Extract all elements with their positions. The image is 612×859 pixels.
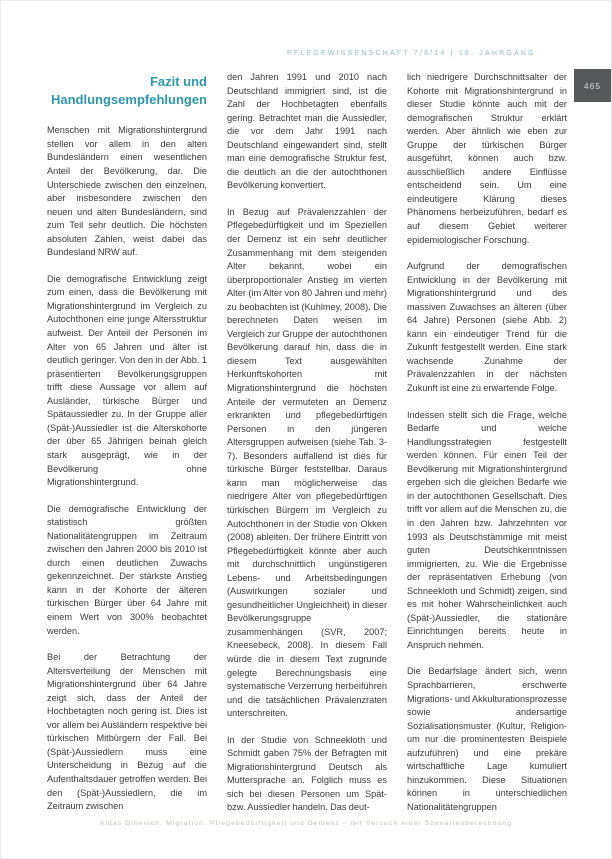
paragraph: den Jahren 1991 und 2010 nach Deutschland immigriert sind, ist die Zahl der Hochbetagten ebenfalls gering. Betrachtet man die Aussiedler, die vor dem Jahr 1991 nach Deutschland eingewandert sind, stellt man eine demografische Struktur fest, die deutlich an die der autochthonen Bevölkerung konvertiert.	[227, 72, 387, 191]
paragraph: Die Bedarfslage ändert sich, wenn Sprachbarrieren, erschwerte Migrations- und Akkulturationsprozesse sowie andersartige Sozialisationsmuster (Kultur, Religion- um nur die prominentesten Beispiele aufzuführen) und eine prekäre wirtschaftliche Lage kumuliert hinzukommen. Diese Situationen können in unterschiedlichen Nationalitätengruppen	[407, 666, 567, 812]
page-number-badge	[574, 69, 611, 102]
article-columns	[47, 71, 567, 815]
page-number: 465	[583, 80, 602, 91]
paragraph: Indessen stellt sich die Frage, welche Bedarfe und welche Handlungsstrategien festgestellt werden können. Für einen Teil der Bevölkerung mit Migrationshintergrund ergeben sich die gleichen Bedarfe wie in der autochthonen Gesellschaft. Dies trifft vor allem auf die Menschen zu, die in den Jahren bzw. Jahrzehnten vor 1993 als Deutschstämmige mit meist guten Deutschkenntnissen immigrierten, zu. Wie die Ergebnisse der repräsentativen Erhebung (von Schneekloth und Schmidt) zeigen, sind es mit hoher Wahrscheinlichkeit auch (Spät-)Aussiedler, die stationäre Einrichtungen bereits heute in Anspruch nehmen.	[407, 409, 567, 650]
paragraph: In Bezug auf Prävalenzzahlen der Pflegebedürftigkeit und im Speziellen der Demenz ist ein sehr deutlicher Zusammenhang mit dem steigenden Alter bekannt, wobei ein überproportionaler Anstieg im vierten Alter (im Alter von 80 Jahren und mehr) zu beobachten ist (Kuhlmey, 2008). Die berechneten Daten weisen im Vergleich zur Gruppe der autochthonen Bevölkerung darauf hin, dass die in diesem Text ausgewählten Herkunftskohorten mit Migrationshintergrund die höchsten Anteile der vermuteten an Demenz erkrankten und pflegebedürftigen Personen in den jüngeren Altersgruppen aufweisen (siehe Tab. 3-7). Besonders auffallend ist dies für türkische Bürger feststellbar. Daraus kann man möglicherweise das niedrigere Alter von pflegebedürftigen türkischen Bürgern im Vergleich zu Autochthonen in der Studie von Okken (2008) ableiten. Der frühere Eintritt von Pflegebedürftigkeit könnte aber auch mit durchschnittlich ungünstigeren Lebens- und Arbeitsbedingungen (Auswirkungen sozialer und gesundheitlicher Ungleichheit) in dieser Bevölkerungsgruppe zusammenhängen (SVR, 2007; Kneesebeck, 2008). In diesem Fall würde die in diesem Text zugrunde gelegte Berechnungsbasis eine systematische Verzerrung herbeiführen und die tatsächlichen Prävalenzraten unterschreiten.	[227, 206, 387, 719]
running-footer: Aldas Dinevich: Migration, Pflegebedürftigkeit und Demenz – mit Versuch einer Szenarienberechnung	[99, 820, 513, 827]
column-left	[47, 71, 207, 815]
paragraph: lich niedrigere Durchschnittsalter der Kohorte mit Migrationshintergrund in dieser Studie könnte auch mit der demografischen Struktur erklärt werden. Aber ähnlich wie eben zur Gruppe der türkischen Bürger ausgeführt, können auch bzw. ausschließlich andere Einflüsse entscheidend sein. Um eine eindeutigere Klärung dieses Phänomens herbeizuführen, bedarf es auf diesem Gebiet weiterer epidemiologischer Forschung.	[407, 72, 567, 245]
paragraph: In der Studie von Schneekloth und Schmidt gaben 75% der Befragten mit Migrationshintergrund Deutsch als Muttersprache an. Folglich muss es sich bei diesen Personen um Spät- bzw. Aussiedler handeln. Das deut-	[227, 734, 387, 813]
paragraph: Die demografische Entwicklung der statistisch größten Nationalitätengruppen im Zeitraum zwischen den Jahren 2000 bis 2010 ist durch einen deutlichen Zuwachs gekennzeichnet. Der stärkste Anstieg kann in der Kohorte der älteren türkischen Bürger über 64 Jahre mit einem Wert von 300% beobachtet werden.	[47, 503, 207, 636]
journal-header: PFLEGEWISSENSCHAFT 7/8/14 | 16. JAHRGANG	[287, 50, 536, 57]
section-heading: Fazit und Handlungsempfehlungen	[51, 74, 207, 108]
column-right	[407, 71, 567, 815]
paragraph: Menschen mit Migrationshintergrund stellen vor allem in den alten Bundesländern einen wesentlichen Anteil der Bevölkerung, dar. Die Unterschiede zwischen den einzelnen, aber insbesondere zwischen den neuen und alten Bundesländern, sind zum Teil sehr deutlich. Die höchsten absoluten Zahlen, weist dabei das Bundesland NRW auf.	[47, 125, 207, 258]
paragraph: Bei der Betrachtung der Altersverteilung der Menschen mit Migrationshintergrund über 64 Jahre zeigt sich, dass der Anteil der Hochbetagten noch gering ist. Dies ist vor allem bei Ausländern respektive bei türkischen Mitbürgern der Fall. Bei (Spät-)Aussiedlern muss eine Unterscheidung in Bezug auf die Aufenthaltsdauer getroffen werden. Bei den (Spät-)Aussiedlern, die im Zeitraum zwischen	[47, 652, 207, 812]
column-middle	[227, 71, 387, 815]
paragraph: Die demografische Entwicklung zeigt zum einen, dass die Bevölkerung mit Migrationshintergrund im Vergleich zu Autochthonen eine junge Altersstruktur aufweist. Der Anteil der Personen im Alter von 65 Jahren und älter ist deutlich geringer. Von den in der Abb. 1 präsentierten Bevölkerungsgruppen trifft diese Aussage vor allem auf Ausländer, türkische Bürger und Spätaussiedler zu. In der Gruppe aller (Spät-)Aussiedler ist die Alterskohorte der über 65 Jährigen beinah gleich stark ausgeprägt, wie in der Bevölkerung ohne Migrationshintergrund.	[47, 273, 207, 488]
paragraph: Aufgrund der demografischen Entwicklung in der Bevölkerung mit Migrationshintergrund und des massiven Zuwachses an älteren (über 64 Jahre) Personen (siehe Abb. 2) kann ein eindeutiger Trend für die Zukunft festgestellt werden. Eine stark wachsende Zunahme der Prävalenzzahlen in der nächsten Zukunft ist eine zu erwartende Folge.	[407, 261, 567, 394]
